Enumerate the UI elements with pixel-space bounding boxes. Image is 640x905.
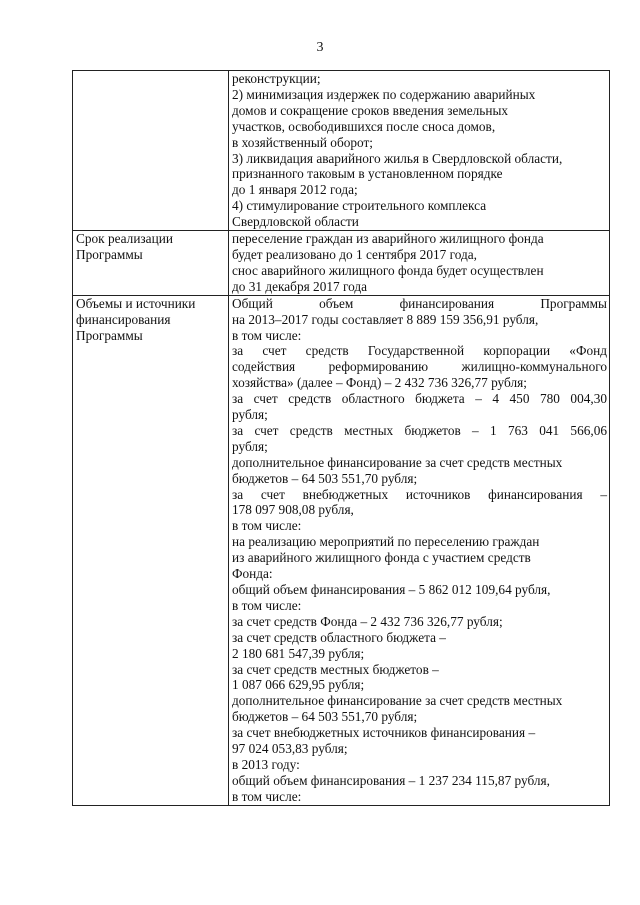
content-line: 178 097 908,08 рубля, [232, 502, 354, 518]
content-line: 3) ликвидация аварийного жилья в Свердловской области, [232, 150, 563, 166]
content-line: Общий объем финансирования Программы [232, 295, 607, 311]
content-line: за счет средств областного бюджета – 4 450 780 004,30 [232, 391, 607, 407]
table-row [73, 71, 610, 231]
content-line: за счет средств местных бюджетов – 1 763 041 566,06 [232, 422, 607, 438]
content-line: переселение граждан из аварийного жилищного фонда [232, 231, 544, 247]
content-line: общий объем финансирования – 5 862 012 109,64 рубля, [232, 582, 551, 597]
passport-table [72, 70, 610, 806]
row-label-line: Объемы и источники [76, 295, 196, 311]
row-label-line: Программы [76, 327, 143, 343]
content-line: на 2013–2017 годы составляет 8 889 159 356,91 рубля, [232, 311, 539, 327]
row-label-cell [73, 231, 229, 296]
content-line: 1 087 066 629,95 рубля; [232, 677, 365, 693]
content-line: реконструкции; [232, 71, 321, 86]
content-line: 97 024 053,83 рубля; [232, 741, 348, 757]
content-line: за счет внебюджетных источников финансирования – [232, 725, 536, 741]
page-number: 3 [316, 40, 324, 55]
content-line: Свердловской области [232, 214, 359, 230]
content-line: общий объем финансирования – 1 237 234 115,87 рубля, [232, 772, 551, 788]
content-line: участков, освободившихся после сноса домов, [232, 118, 496, 134]
row-label-line: Срок реализации [76, 231, 173, 247]
content-line: бюджетов – 64 503 551,70 рубля; [232, 470, 418, 486]
content-line: за счет средств Государственной корпорации «Фонд [232, 343, 607, 359]
content-line: рубля; [232, 407, 268, 423]
content-line: хозяйства» (далее – Фонд) – 2 432 736 326,77 рубля; [232, 375, 527, 391]
row-label-cell [73, 295, 229, 805]
row-label-line: Программы [76, 246, 143, 262]
content-line: в том числе: [232, 597, 302, 613]
content-line: в том числе: [232, 788, 302, 804]
content-line: на реализацию мероприятий по переселению граждан [232, 534, 540, 550]
content-line: из аварийного жилищного фонда с участием средств [232, 550, 531, 566]
content-line: за счет средств местных бюджетов – [232, 661, 439, 677]
table-row [73, 231, 610, 296]
content-line: за счет средств Фонда – 2 432 736 326,77 рубля; [232, 613, 503, 629]
row-content-cell [229, 71, 610, 231]
content-line: снос аварийного жилищного фонда будет осуществлен [232, 262, 544, 278]
content-line: домов и сокращение сроков введения земельных [232, 102, 509, 118]
content-line: признанного таковым в установленном порядке [232, 166, 503, 182]
row-content-cell [229, 231, 610, 296]
content-line: 2) минимизация издержек по содержанию аварийных [232, 86, 536, 102]
content-line: Фонда: [232, 566, 273, 582]
row-label-cell [73, 71, 229, 231]
row-label-line: финансирования [76, 311, 171, 327]
content-line: в том числе: [232, 327, 302, 343]
table-row [73, 295, 610, 805]
content-line: в том числе: [232, 518, 302, 534]
content-line: за счет внебюджетных источников финансирования – [232, 486, 607, 502]
content-line: 4) стимулирование строительного комплекса [232, 198, 487, 214]
content-line: дополнительное финансирование за счет средств местных [232, 693, 563, 709]
row-content-cell [229, 295, 610, 805]
content-line: до 31 декабря 2017 года [232, 278, 368, 294]
content-line: за счет средств областного бюджета – [232, 629, 446, 645]
content-line: будет реализовано до 1 сентября 2017 года, [232, 246, 477, 262]
content-line: 2 180 681 547,39 рубля; [232, 645, 365, 661]
content-line: рубля; [232, 438, 268, 454]
table-body [73, 71, 610, 806]
content-line: бюджетов – 64 503 551,70 рубля; [232, 709, 418, 725]
content-line: содействия реформированию жилищно-коммунального [232, 359, 607, 375]
content-line: в хозяйственный оборот; [232, 134, 373, 150]
content-line: в 2013 году: [232, 756, 300, 772]
content-line: дополнительное финансирование за счет средств местных [232, 454, 563, 470]
content-line: до 1 января 2012 года; [232, 182, 358, 198]
